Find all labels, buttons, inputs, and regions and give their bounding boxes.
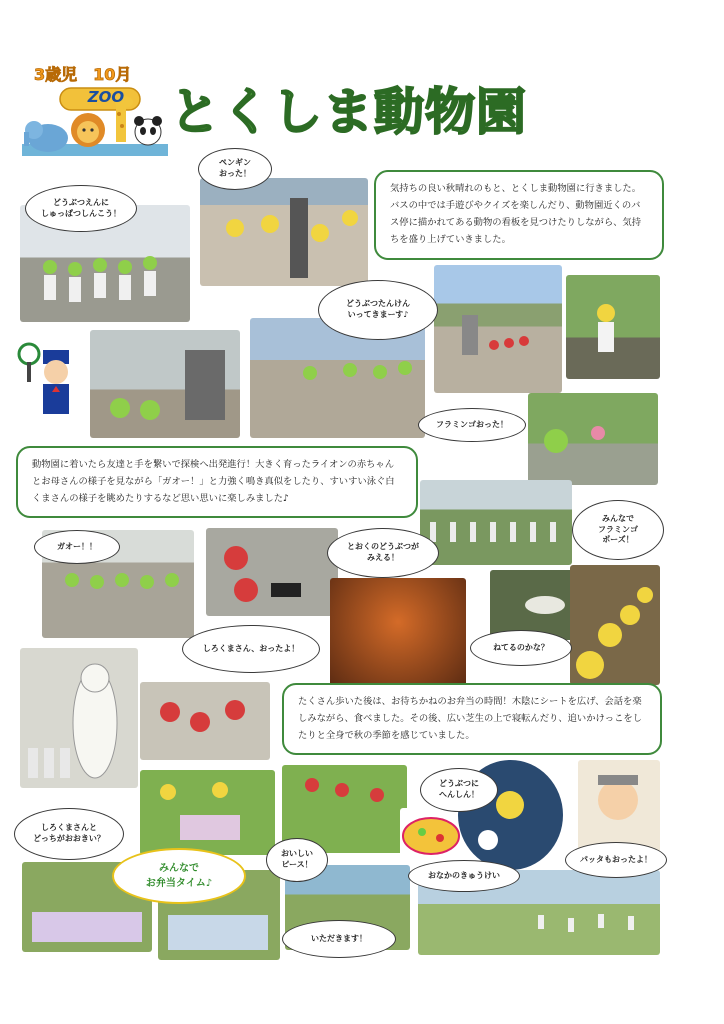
- bubble-departure: どうぶつえんに しゅっぱつしんこう！: [25, 185, 137, 232]
- intro-text: 気持ちの良い秋晴れのもと、とくしま動物園に行きました。バスの中では手遊びやクイズを楽しんだり、動物園近くのバス停に描かれてある動物の看板を見つけたりしながら、気持ちを盛り上げていきました。: [374, 170, 664, 260]
- photo-walking-path: [434, 265, 562, 393]
- photo-kid-walking: [566, 275, 660, 379]
- photo-flamingo-watch: [528, 393, 658, 485]
- lunch-caption: みんなで お弁当タイム♪: [112, 848, 246, 904]
- photo-bus: [200, 178, 368, 286]
- bubble-batta: パッタもおったよ！: [565, 842, 667, 878]
- photo-lunch-1: [140, 770, 275, 855]
- bubble-far-animal: とおくのどうぶつが みえる！: [327, 528, 439, 578]
- bubble-transform: どうぶつに へんしん！: [420, 768, 498, 812]
- photo-flamingo-pose: [420, 480, 572, 565]
- grade-label: 3歳児 10月: [34, 65, 132, 84]
- photo-bento: [400, 808, 462, 860]
- photo-bus-stop-1: [90, 330, 240, 438]
- bubble-penguin: ペンギン おった！: [198, 148, 272, 190]
- bubble-sleeping: ねてるのかな？: [470, 630, 572, 666]
- explore-text: 動物園に着いたら友達と手を繋いで探検へ出発進行！大きく育ったライオンの赤ちゃんとお母さんの様子を見ながら「ガオー！」と力強く鳴き真似をしたり、すいすい泳ぐ白くまさんの様子を眺めたりするなど思い思いに楽しみました♪: [16, 446, 418, 518]
- bubble-gao: ガオー！！: [34, 530, 120, 564]
- guide-illustration: [15, 338, 85, 418]
- bubble-explore: どうぶつたんけん いってきまーす♪: [318, 280, 438, 340]
- photo-binoculars: [206, 528, 338, 616]
- bubble-flamingo-pose: みんなで フラミンゴ ポーズ！: [572, 500, 664, 560]
- bubble-polar-bear: しろくまさん、おったよ！: [182, 625, 320, 673]
- bubble-flamingo: フラミンゴおった！: [418, 408, 526, 442]
- bubble-rest: おなかのきゅうけい: [408, 860, 520, 892]
- bubble-size-compare: しろくまさんと どっちがおおきい？: [14, 808, 124, 860]
- photo-polar-bear-sign: [20, 648, 138, 788]
- photo-reptile: [330, 578, 466, 688]
- bubble-itadakimasu: いただきます！: [282, 920, 396, 958]
- lunch-text: たくさん歩いた後は、お待ちかねのお弁当の時間！木陰にシートを広げ、会話を楽しみながら、食べました。その後、広い芝生の上で寝転んだり、追いかけっこをしたりと全身で秋の季節を感じていました。: [282, 683, 662, 755]
- photo-polar-bear-watch: [140, 682, 270, 760]
- photo-yellow-hats: [570, 565, 660, 685]
- page-title: とくしま動物園: [170, 83, 527, 141]
- bubble-yummy: おいしい ピース！: [266, 838, 328, 882]
- zoo-sign-text: ZOO: [87, 88, 125, 106]
